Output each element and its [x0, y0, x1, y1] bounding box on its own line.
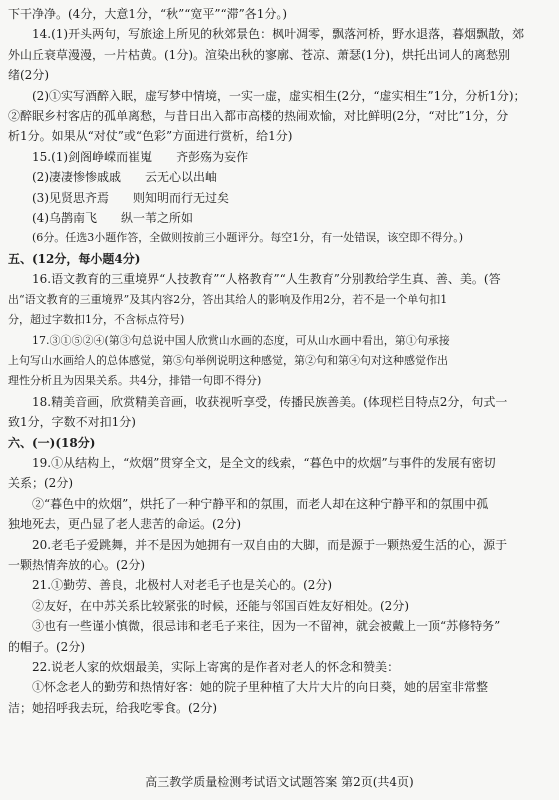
text-line: ③也有一些谨小慎微，很忌讳和老毛子来往，因为一不留神，就会被戴上一顶“苏修特务” [32, 619, 501, 634]
text-line: (2)①实写酒醉入眠，虚写梦中情境，一实一虚，虚实相生(2分，“虚实相生”1分，分析1分)； [32, 88, 526, 103]
section-heading: 六、(一)(18分) [8, 435, 96, 450]
text-line: 关系；(2分) [8, 476, 73, 491]
text-line: (2)凄凄惨惨戚戚 云无心以出岫 [32, 170, 217, 185]
text-line: 理性分析且为因果关系。共4分，排错一句即不得分) [8, 374, 262, 388]
text-line: 洁；她招呼我去玩，给我吃零食。(2分) [8, 700, 217, 715]
text-line: ②友好，在中苏关系比较紧张的时候，还能与邻国百姓友好相处。(2分) [32, 598, 410, 613]
text-line: 独地死去，更凸显了老人悲苦的命运。(2分) [8, 517, 241, 532]
text-line: ①怀念老人的勤劳和热情好客：她的院子里种植了大片大片的向日葵，她的居室非常整 [32, 680, 489, 695]
text-line: 下干净净。(4分，大意1分，“秋”“宽平”“滞”各1分。) [8, 7, 288, 21]
page-footer: 高三教学质量检测考试语文试题答案 第2页(共4页) [145, 775, 414, 789]
text-line: 上句写山水画给人的总体感觉，第⑤句举例说明这种感觉，第②句和第④句对这种感觉作出 [8, 353, 448, 367]
text-line: 17.③①⑤②④(第③句总说中国人欣赏山水画的态度，可从山水画中看出，第①句承接 [32, 333, 450, 347]
text-line: 15.(1)剑阁峥嵘而崔嵬 齐彭殇为妄作 [32, 149, 249, 164]
text-line: 22.说老人家的炊烟最美，实际上寄寓的是作者对老人的怀念和赞美： [32, 660, 400, 674]
text-line: (3)见贤思齐焉 则知明而行无过矣 [32, 190, 229, 205]
text-line: ②醉眠乡村客店的孤单离愁，与昔日出入都市高楼的热闹欢愉，对比鲜明(2分，“对比”1分，分 [8, 109, 509, 124]
text-line: 出“语文教育的三重境界”及其内容2分，答出其给人的影响及作用2分，若不是一个单句扣1 [8, 292, 448, 306]
text-line: 14.(1)开头两句，写旅途上所见的秋郊景色：枫叶凋零，飘落河桥，野水退落，暮烟飘散，郊 [32, 27, 525, 42]
text-line: 的帽子。(2分) [8, 639, 85, 654]
text-line: 致1分，字数不对扣1分) [8, 415, 136, 430]
text-line: 外山丘衰草漫漫，一片枯黄。(1分)。渲染出秋的寥廓、苍凉、萧瑟(1分)，烘托出词人的离愁别 [8, 47, 510, 62]
text-line: 分，超过字数扣1分，不含标点符号) [8, 313, 185, 327]
text-line: 19.①从结构上，“炊烟”贯穿全文，是全文的线索，“暮色中的炊烟”与事件的发展有密切 [32, 455, 496, 470]
text-line: 一颗热情奔放的心。(2分) [8, 557, 145, 572]
text-line: 21.①勤劳、善良，北极村人对老毛子也是关心的。(2分) [32, 578, 333, 593]
text-line: 析1分。如果从“对仗”或“色彩”方面进行赏析，给1分) [8, 129, 293, 144]
text-line: 16.语文教育的三重境界“人技教育”“人格教育”“人生教育”分别教给学生真、善、美。(答 [32, 272, 501, 287]
text-line: 绪(2分) [8, 68, 49, 83]
text-line: (6分。任选3小题作答，全做则按前三小题评分。每空1分，有一处错误，该空即不得分。) [32, 231, 464, 245]
text-line: 20.老毛子爱跳舞，并不是因为她拥有一双自由的大脚，而是源于一颗热爱生活的心，源于 [32, 537, 508, 552]
text-line: 18.精美音画，欣赏精美音画，收获视听享受，传播民族善美。(体现栏目特点2分，句式一 [32, 394, 508, 409]
text-line: ②“暮色中的炊烟”，烘托了一种宁静平和的氛围，而老人却在这种宁静平和的氛围中孤 [32, 496, 489, 511]
text-line: (4)乌鹊南飞 纵一苇之所如 [32, 211, 193, 226]
section-heading: 五、(12分，每小题4分) [8, 251, 141, 266]
